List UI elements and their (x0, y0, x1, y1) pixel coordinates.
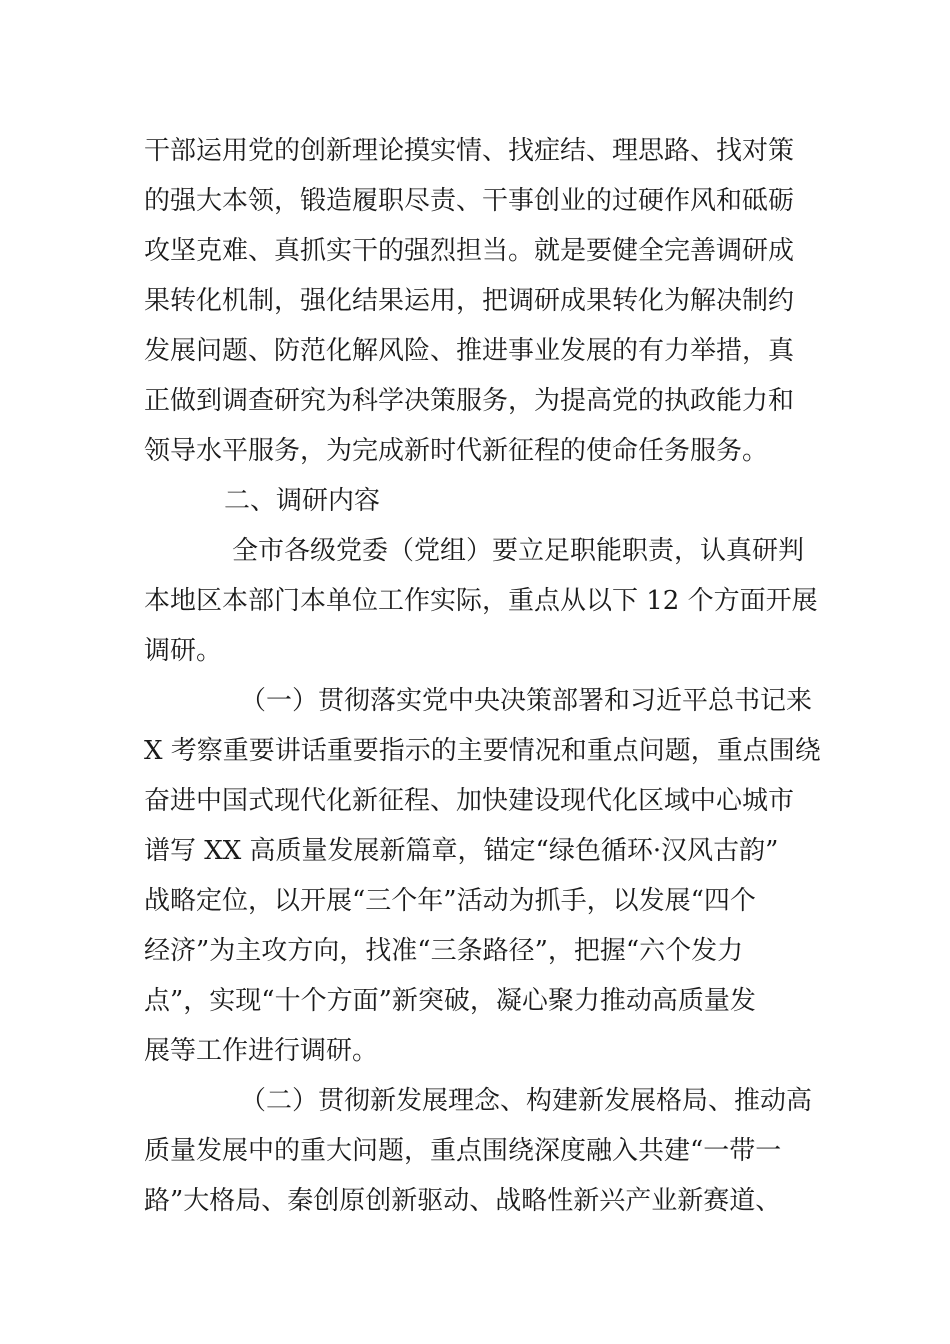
text-line: 发展问题、防范化解风险、推进事业发展的有力举措，真 (144, 336, 795, 366)
text-line: 路”大格局、秦创原创新驱动、战略性新兴产业新赛道、 (144, 1186, 782, 1216)
text-line: 调研。 (144, 636, 223, 666)
section-heading: 二、调研内容 (224, 486, 381, 516)
text-line: 全市各级党委（党组）要立足职能职责，认真研判 (232, 536, 805, 566)
text-line: 质量发展中的重大问题，重点围绕深度融入共建“一带一 (144, 1136, 782, 1166)
text-line: 干部运用党的创新理论摸实情、找症结、理思路、找对策 (144, 136, 795, 166)
text-line: 的强大本领，锻造履职尽责、干事创业的过硬作风和砥砺 (144, 186, 795, 216)
text-line: 经济”为主攻方向，找准“三条路径”，把握“六个发力 (144, 936, 744, 966)
text-line: 攻坚克难、真抓实干的强烈担当。就是要健全完善调研成 (144, 236, 795, 266)
text-line: 展等工作进行调研。 (144, 1036, 379, 1066)
text-line: 谱写 XX 高质量发展新篇章，锚定“绿色循环·汉风古韵” (144, 836, 779, 866)
text-line: 战略定位，以开展“三个年”活动为抓手，以发展“四个 (144, 886, 756, 916)
subsection-heading: （一）贯彻落实党中央决策部署和习近平总书记来 (240, 686, 813, 716)
text-line: 领导水平服务，为完成新时代新征程的使命任务服务。 (144, 436, 769, 466)
text-line: X 考察重要讲话重要指示的主要情况和重点问题，重点围绕 (144, 736, 821, 766)
text-line: 本地区本部门本单位工作实际，重点从以下 12 个方面开展 (144, 586, 818, 616)
text-line: 果转化机制，强化结果运用，把调研成果转化为解决制约 (144, 286, 795, 316)
subsection-heading: （二）贯彻新发展理念、构建新发展格局、推动高 (240, 1086, 813, 1116)
text-line: 点”，实现“十个方面”新突破，凝心聚力推动高质量发 (144, 986, 756, 1016)
text-line: 奋进中国式现代化新征程、加快建设现代化区域中心城市 (144, 786, 795, 816)
text-line: 正做到调查研究为科学决策服务，为提高党的执政能力和 (144, 386, 795, 416)
